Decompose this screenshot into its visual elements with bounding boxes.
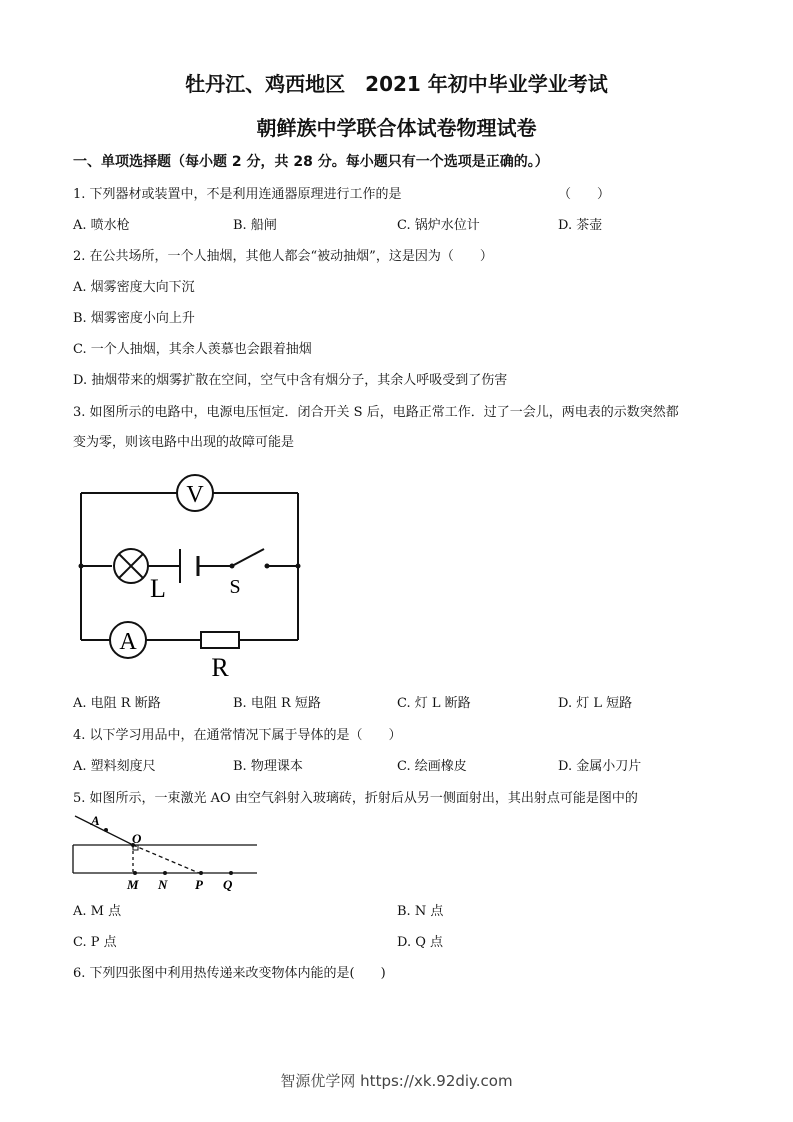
q5-option-c: C. P 点 (73, 935, 117, 950)
q1-answer-blank: （ ） (558, 187, 611, 202)
q6-stem: 6. 下列四张图中利用热传递来改变物体内能的是( ) (73, 966, 386, 981)
q3-circuit-diagram (60, 465, 320, 685)
q2-option-d: D. 抽烟带来的烟雾扩散在空间，空气中含有烟分子，其余人呼吸受到了伤害 (73, 373, 508, 388)
point-a-label: A (91, 813, 100, 828)
laser-ray-ao (75, 816, 133, 845)
ammeter-label: A (119, 629, 137, 655)
voltmeter-label: V (186, 482, 204, 508)
resistor-symbol (201, 632, 239, 648)
page-footer: 智源优学网 https://xk.92diy.com (280, 1072, 513, 1090)
q2-option-a: A. 烟雾密度大向下沉 (73, 280, 195, 295)
q5-option-a: A. M 点 (73, 904, 122, 919)
q2-stem: 2. 在公共场所，一个人抽烟，其他人都会“被动抽烟”，这是因为（ ） (73, 249, 493, 264)
lamp-label: L (150, 574, 166, 603)
point-o-label: O (132, 831, 142, 846)
q2-option-b: B. 烟雾密度小向上升 (73, 311, 195, 326)
q5-option-d: D. Q 点 (397, 935, 444, 950)
q1-option-d: D. 茶壶 (558, 218, 603, 233)
resistor-label: R (211, 653, 229, 682)
q3-stem-line1: 3. 如图所示的电路中，电源电压恒定．闭合开关 S 后，电路正常工作．过了一会儿，两电表的示数突然都 (73, 405, 679, 420)
q4-option-c: C. 绘画橡皮 (397, 759, 467, 774)
q1-stem: 1. 下列器材或装置中，不是利用连通器原理进行工作的是 (73, 187, 402, 202)
paper-title-line2: 朝鲜族中学联合体试卷物理试卷 (256, 116, 537, 140)
q4-option-d: D. 金属小刀片 (558, 759, 642, 774)
dashed-extension (133, 845, 199, 873)
q3-option-c: C. 灯 L 断路 (397, 696, 471, 711)
q5-refraction-diagram (65, 808, 265, 894)
q3-option-a: A. 电阻 R 断路 (73, 696, 161, 711)
point-m-label: M (127, 877, 139, 892)
q2-option-c: C. 一个人抽烟，其余人羡慕也会跟着抽烟 (73, 342, 312, 357)
q1-option-a: A. 喷水枪 (73, 218, 130, 233)
q5-option-b: B. N 点 (397, 904, 444, 919)
q4-option-b: B. 物理课本 (233, 759, 303, 774)
section-heading: 一、单项选择题（每小题 2 分，共 28 分。每小题只有一个选项是正确的。） (73, 154, 549, 170)
q3-option-b: B. 电阻 R 短路 (233, 696, 321, 711)
point-n-label: N (158, 877, 168, 892)
q4-option-a: A. 塑料刻度尺 (73, 759, 156, 774)
q5-stem: 5. 如图所示，一束激光 AO 由空气斜射入玻璃砖，折射后从另一侧面射出，其出射点可能是图中的 (73, 791, 638, 806)
q3-stem-line2: 变为零，则该电路中出现的故障可能是 (73, 435, 295, 450)
point-q-label: Q (223, 877, 233, 892)
paper-title-line1: 牡丹江、鸡西地区 2021 年初中毕业学业考试 (185, 72, 608, 96)
q1-option-b: B. 船闸 (233, 218, 277, 233)
q3-option-d: D. 灯 L 短路 (558, 696, 633, 711)
switch-blade (232, 549, 264, 566)
q1-option-c: C. 锅炉水位计 (397, 218, 480, 233)
switch-label: S (229, 576, 241, 598)
q4-stem: 4. 以下学习用品中，在通常情况下属于导体的是（ ） (73, 728, 402, 743)
point-p-label: P (195, 877, 203, 892)
